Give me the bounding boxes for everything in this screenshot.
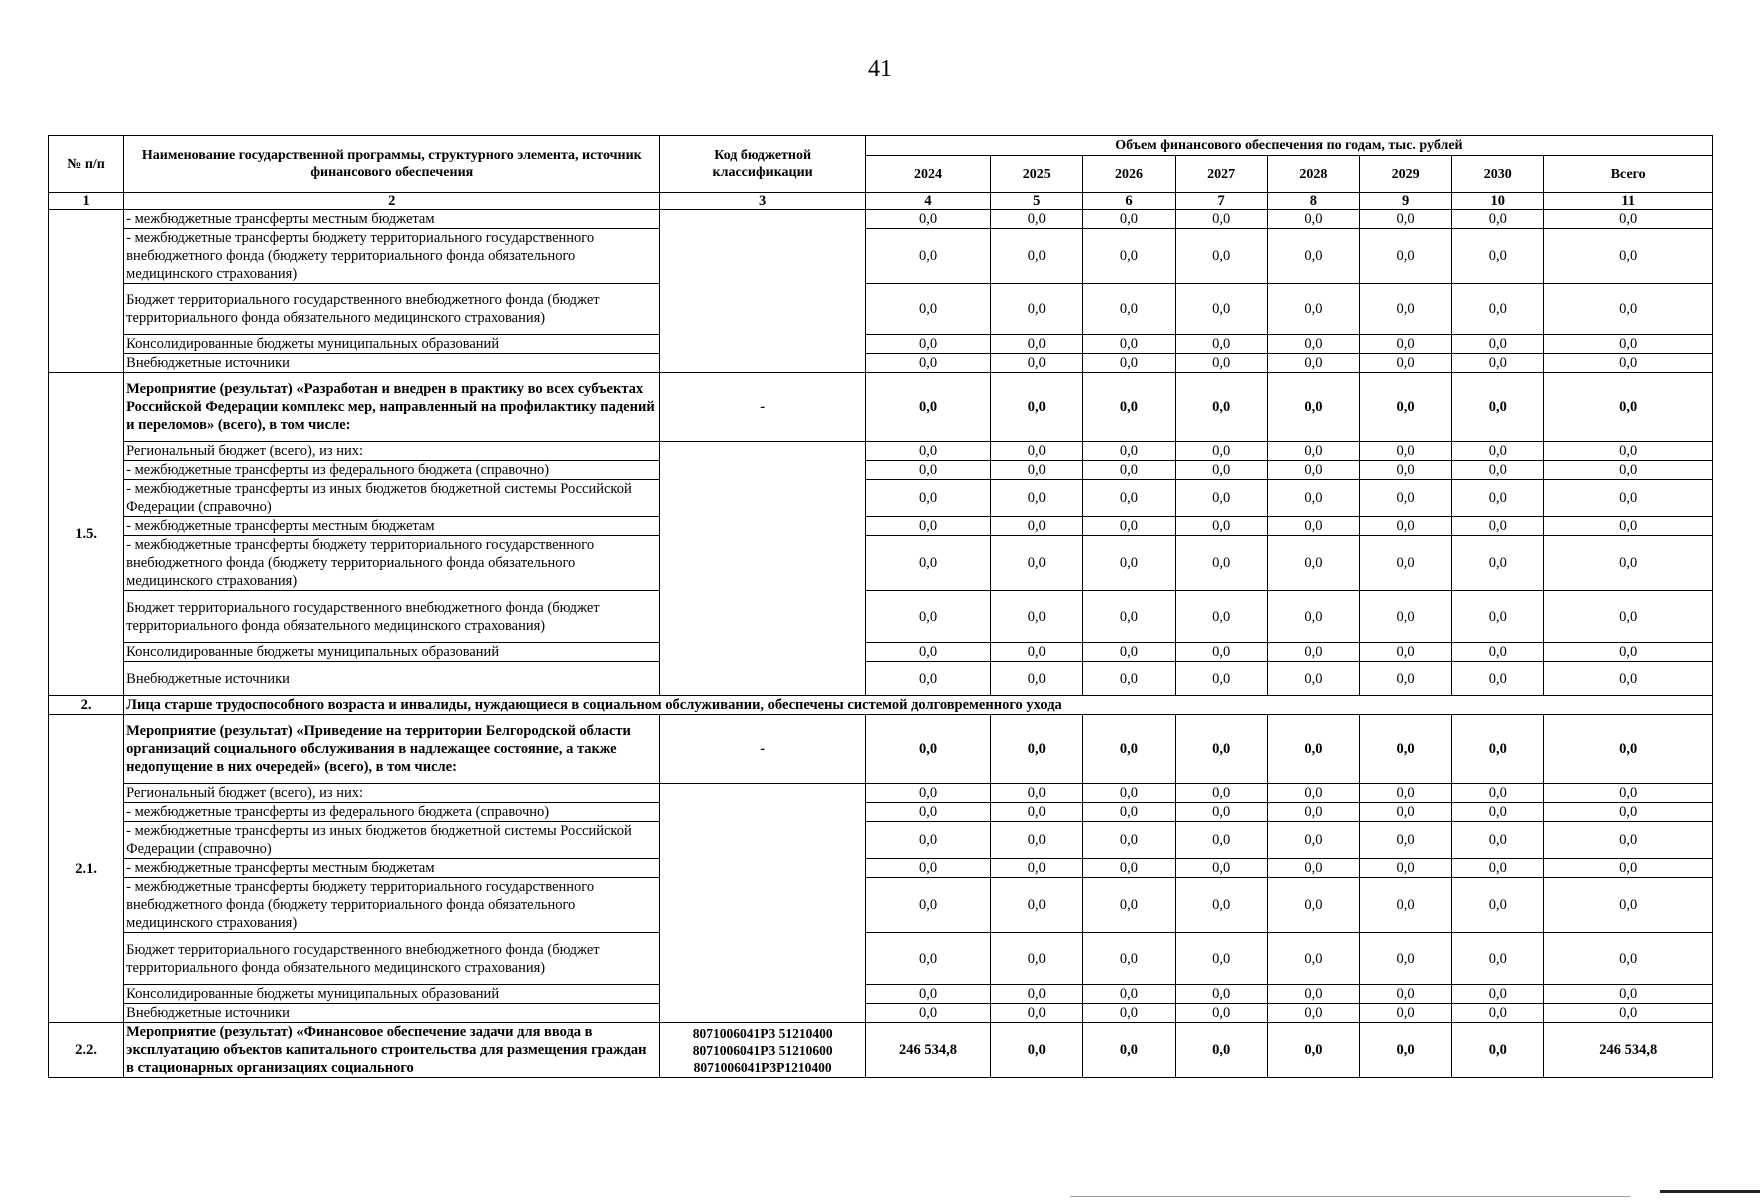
value-cell: 0,0 xyxy=(1359,229,1451,284)
value-cell: 0,0 xyxy=(1544,803,1713,822)
value-cell: 0,0 xyxy=(1267,878,1359,933)
item-title: Мероприятие (результат) «Финансовое обеспечение задачи для ввода в эксплуатацию объектов капитального строительства для размещения граждан в стационарных организациях социального xyxy=(124,1023,660,1078)
value-cell: 0,0 xyxy=(1175,536,1267,591)
scan-artifact-line xyxy=(1660,1190,1760,1193)
value-cell: 0,0 xyxy=(1359,210,1451,229)
value-cell: 0,0 xyxy=(1452,662,1544,696)
table-row xyxy=(49,878,1713,933)
value-cell: 0,0 xyxy=(1544,643,1713,662)
value-cell: 0,0 xyxy=(1452,859,1544,878)
value-cell: 0,0 xyxy=(865,878,990,933)
value-cell: 0,0 xyxy=(1267,373,1359,442)
row-number-empty xyxy=(49,210,124,373)
row-name: Внебюджетные источники xyxy=(124,1004,660,1023)
value-cell: 0,0 xyxy=(1083,480,1175,517)
value-cell: 0,0 xyxy=(1452,985,1544,1004)
value-cell: 0,0 xyxy=(1359,373,1451,442)
value-cell: 0,0 xyxy=(865,822,990,859)
value-cell: 0,0 xyxy=(1083,373,1175,442)
value-cell: 0,0 xyxy=(1452,373,1544,442)
table-body xyxy=(49,210,1713,1078)
value-cell: 0,0 xyxy=(1267,1023,1359,1078)
header-code: Код бюджетной классификации xyxy=(660,136,865,193)
value-cell: 0,0 xyxy=(1083,229,1175,284)
value-cell: 0,0 xyxy=(1544,662,1713,696)
row-name: Региональный бюджет (всего), из них: xyxy=(124,442,660,461)
value-cell: 0,0 xyxy=(991,803,1083,822)
column-number: 4 xyxy=(865,193,990,210)
value-cell: 0,0 xyxy=(1544,985,1713,1004)
value-cell: 0,0 xyxy=(865,985,990,1004)
value-cell: 0,0 xyxy=(1267,442,1359,461)
value-cell: 0,0 xyxy=(1452,354,1544,373)
value-cell: 0,0 xyxy=(1175,933,1267,985)
value-cell: 0,0 xyxy=(991,933,1083,985)
value-cell: 0,0 xyxy=(1452,715,1544,784)
value-cell: 0,0 xyxy=(991,536,1083,591)
row-name: - межбюджетные трансферты местным бюджетам xyxy=(124,210,660,229)
value-cell: 0,0 xyxy=(991,229,1083,284)
value-cell: 0,0 xyxy=(1544,822,1713,859)
section-number: 2. xyxy=(49,696,124,715)
value-cell: 0,0 xyxy=(1083,985,1175,1004)
value-cell: 0,0 xyxy=(1544,517,1713,536)
value-cell: 0,0 xyxy=(1083,1023,1175,1078)
value-cell: 0,0 xyxy=(1175,480,1267,517)
item-codes xyxy=(660,1023,865,1078)
row-name: - межбюджетные трансферты бюджету территориального государственного внебюджетного фонда (бюджету территориального фонда обязательного медицинского страхования) xyxy=(124,536,660,591)
table-row xyxy=(49,1004,1713,1023)
value-cell: 0,0 xyxy=(1452,1004,1544,1023)
table-row xyxy=(49,822,1713,859)
table-header xyxy=(49,136,1713,210)
value-cell: 0,0 xyxy=(1267,662,1359,696)
value-cell: 0,0 xyxy=(1267,784,1359,803)
value-cell: 0,0 xyxy=(865,229,990,284)
value-cell: 0,0 xyxy=(865,517,990,536)
value-cell: 0,0 xyxy=(1083,662,1175,696)
table-row xyxy=(49,229,1713,284)
value-cell: 0,0 xyxy=(991,335,1083,354)
value-cell: 0,0 xyxy=(1083,715,1175,784)
value-cell: 0,0 xyxy=(865,461,990,480)
item-title: Мероприятие (результат) «Разработан и внедрен в практику во всех субъектах Российской Федерации комплекс мер, направленный на профилактику падений и переломов» (всего), в том числе: xyxy=(124,373,660,442)
value-cell: 0,0 xyxy=(1452,229,1544,284)
value-cell: 0,0 xyxy=(1544,1004,1713,1023)
value-cell: 0,0 xyxy=(1175,210,1267,229)
value-cell: 0,0 xyxy=(1359,859,1451,878)
table-row xyxy=(49,354,1713,373)
value-cell: 0,0 xyxy=(991,662,1083,696)
value-cell: 0,0 xyxy=(1175,229,1267,284)
value-cell: 0,0 xyxy=(1267,517,1359,536)
value-cell: 0,0 xyxy=(1452,591,1544,643)
column-number: 6 xyxy=(1083,193,1175,210)
value-cell: 0,0 xyxy=(991,822,1083,859)
value-cell: 0,0 xyxy=(865,335,990,354)
value-cell: 0,0 xyxy=(1359,784,1451,803)
header-year: 2024 xyxy=(865,156,990,193)
budget-code: 8071006041P3 51210400 xyxy=(692,1025,833,1041)
value-cell: 0,0 xyxy=(1452,461,1544,480)
financing-table xyxy=(48,135,1713,1078)
table-row xyxy=(49,536,1713,591)
value-cell: 0,0 xyxy=(1359,715,1451,784)
value-cell: 0,0 xyxy=(865,803,990,822)
value-cell: 0,0 xyxy=(1544,591,1713,643)
value-cell: 0,0 xyxy=(1359,1023,1451,1078)
value-cell: 0,0 xyxy=(991,715,1083,784)
value-cell: 0,0 xyxy=(1175,461,1267,480)
value-cell: 0,0 xyxy=(1175,715,1267,784)
value-cell: 0,0 xyxy=(1452,1023,1544,1078)
value-cell: 0,0 xyxy=(865,715,990,784)
row-name: - межбюджетные трансферты из федерального бюджета (справочно) xyxy=(124,461,660,480)
column-number: 10 xyxy=(1452,193,1544,210)
value-cell: 0,0 xyxy=(1544,784,1713,803)
value-cell: 0,0 xyxy=(865,591,990,643)
column-number: 8 xyxy=(1267,193,1359,210)
value-cell: 0,0 xyxy=(865,1004,990,1023)
value-cell: 0,0 xyxy=(1267,461,1359,480)
value-cell: 0,0 xyxy=(991,480,1083,517)
table-row xyxy=(49,210,1713,229)
value-cell: 0,0 xyxy=(1267,859,1359,878)
row-name: - межбюджетные трансферты бюджету территориального государственного внебюджетного фонда (бюджету территориального фонда обязательного медицинского страхования) xyxy=(124,878,660,933)
value-cell: 0,0 xyxy=(1359,643,1451,662)
value-cell: 0,0 xyxy=(865,536,990,591)
header-volume-group: Объем финансового обеспечения по годам, тыс. рублей xyxy=(865,136,1712,156)
value-cell: 0,0 xyxy=(1359,662,1451,696)
value-cell: 0,0 xyxy=(1452,643,1544,662)
header-year: 2025 xyxy=(991,156,1083,193)
value-cell: 0,0 xyxy=(1359,536,1451,591)
value-cell: 0,0 xyxy=(1083,210,1175,229)
value-cell: 246 534,8 xyxy=(865,1023,990,1078)
value-cell: 0,0 xyxy=(1175,662,1267,696)
value-cell: 0,0 xyxy=(865,284,990,335)
column-number: 3 xyxy=(660,193,865,210)
table-row xyxy=(49,373,1713,442)
column-number: 1 xyxy=(49,193,124,210)
table-row xyxy=(49,643,1713,662)
value-cell: 0,0 xyxy=(991,1023,1083,1078)
value-cell: 0,0 xyxy=(1267,210,1359,229)
value-cell: 0,0 xyxy=(1175,1023,1267,1078)
value-cell: 0,0 xyxy=(1544,859,1713,878)
value-cell: 0,0 xyxy=(1359,822,1451,859)
value-cell: 0,0 xyxy=(1359,284,1451,335)
value-cell: 0,0 xyxy=(1359,933,1451,985)
value-cell: 0,0 xyxy=(1267,803,1359,822)
row-name: - межбюджетные трансферты местным бюджетам xyxy=(124,859,660,878)
value-cell: 0,0 xyxy=(1452,803,1544,822)
row-name: Бюджет территориального государственного внебюджетного фонда (бюджет территориального фонда обязательного медицинского страхования) xyxy=(124,933,660,985)
table-row xyxy=(49,480,1713,517)
header-year: 2028 xyxy=(1267,156,1359,193)
row-number: 2.2. xyxy=(49,1023,124,1078)
value-cell: 0,0 xyxy=(991,784,1083,803)
value-cell: 0,0 xyxy=(1452,284,1544,335)
table-row xyxy=(49,859,1713,878)
value-cell: 0,0 xyxy=(1267,354,1359,373)
value-cell: 0,0 xyxy=(1083,536,1175,591)
value-cell: 0,0 xyxy=(1267,643,1359,662)
value-cell: 0,0 xyxy=(1083,442,1175,461)
value-cell: 0,0 xyxy=(1544,480,1713,517)
value-cell: 0,0 xyxy=(865,442,990,461)
value-cell: 0,0 xyxy=(1175,335,1267,354)
row-name: Региональный бюджет (всего), из них: xyxy=(124,784,660,803)
value-cell: 0,0 xyxy=(865,480,990,517)
column-number: 7 xyxy=(1175,193,1267,210)
value-cell: 0,0 xyxy=(1083,933,1175,985)
value-cell: 0,0 xyxy=(1359,480,1451,517)
value-cell: 0,0 xyxy=(1359,1004,1451,1023)
value-cell: 0,0 xyxy=(1175,591,1267,643)
table-row xyxy=(49,284,1713,335)
table-row xyxy=(49,442,1713,461)
value-cell: 0,0 xyxy=(1175,354,1267,373)
value-cell: 0,0 xyxy=(991,643,1083,662)
value-cell: 0,0 xyxy=(1083,784,1175,803)
table-row xyxy=(49,335,1713,354)
table-row xyxy=(49,1023,1713,1078)
row-name: - межбюджетные трансферты из иных бюджетов бюджетной системы Российской Федерации (справочно) xyxy=(124,822,660,859)
value-cell: 0,0 xyxy=(1175,643,1267,662)
value-cell: 0,0 xyxy=(1452,933,1544,985)
budget-code: 8071006041P3P1210400 xyxy=(693,1059,832,1075)
value-cell: 0,0 xyxy=(1267,985,1359,1004)
value-cell: 0,0 xyxy=(1175,784,1267,803)
value-cell: 0,0 xyxy=(1544,536,1713,591)
item-code: - xyxy=(660,715,865,784)
value-cell: 0,0 xyxy=(991,461,1083,480)
value-cell: 0,0 xyxy=(1544,284,1713,335)
header-year: 2026 xyxy=(1083,156,1175,193)
page-number: 41 xyxy=(868,56,892,82)
value-cell: 0,0 xyxy=(1175,442,1267,461)
value-cell: 0,0 xyxy=(1083,859,1175,878)
value-cell: 0,0 xyxy=(1452,536,1544,591)
value-cell: 0,0 xyxy=(991,517,1083,536)
value-cell: 0,0 xyxy=(1544,442,1713,461)
table-row xyxy=(49,517,1713,536)
row-name: Внебюджетные источники xyxy=(124,662,660,696)
value-cell: 0,0 xyxy=(1452,517,1544,536)
value-cell: 0,0 xyxy=(1544,210,1713,229)
table-row xyxy=(49,803,1713,822)
value-cell: 0,0 xyxy=(1083,1004,1175,1023)
value-cell: 0,0 xyxy=(1267,284,1359,335)
value-cell: 0,0 xyxy=(1452,784,1544,803)
value-cell: 0,0 xyxy=(1544,335,1713,354)
value-cell: 246 534,8 xyxy=(1544,1023,1713,1078)
value-cell: 0,0 xyxy=(1175,373,1267,442)
header-year: 2029 xyxy=(1359,156,1451,193)
value-cell: 0,0 xyxy=(1452,878,1544,933)
value-cell: 0,0 xyxy=(1452,335,1544,354)
row-name: Бюджет территориального государственного внебюджетного фонда (бюджет территориального фонда обязательного медицинского страхования) xyxy=(124,591,660,643)
row-name: Внебюджетные источники xyxy=(124,354,660,373)
section-row xyxy=(49,696,1713,715)
value-cell: 0,0 xyxy=(1083,517,1175,536)
value-cell: 0,0 xyxy=(1452,822,1544,859)
row-code-empty xyxy=(660,784,865,1023)
table-row xyxy=(49,784,1713,803)
column-number: 9 xyxy=(1359,193,1451,210)
value-cell: 0,0 xyxy=(1359,335,1451,354)
value-cell: 0,0 xyxy=(1544,229,1713,284)
value-cell: 0,0 xyxy=(1083,878,1175,933)
value-cell: 0,0 xyxy=(1544,373,1713,442)
value-cell: 0,0 xyxy=(1175,517,1267,536)
value-cell: 0,0 xyxy=(865,933,990,985)
value-cell: 0,0 xyxy=(1083,803,1175,822)
row-number: 1.5. xyxy=(49,373,124,696)
value-cell: 0,0 xyxy=(1267,1004,1359,1023)
budget-code: 8071006041P3 51210600 xyxy=(692,1042,833,1058)
header-year: 2030 xyxy=(1452,156,1544,193)
value-cell: 0,0 xyxy=(991,859,1083,878)
row-name: - межбюджетные трансферты из иных бюджетов бюджетной системы Российской Федерации (справочно) xyxy=(124,480,660,517)
value-cell: 0,0 xyxy=(1359,461,1451,480)
value-cell: 0,0 xyxy=(1083,354,1175,373)
value-cell: 0,0 xyxy=(865,784,990,803)
value-cell: 0,0 xyxy=(1359,442,1451,461)
column-number: 5 xyxy=(991,193,1083,210)
row-name: - межбюджетные трансферты местным бюджетам xyxy=(124,517,660,536)
value-cell: 0,0 xyxy=(991,591,1083,643)
value-cell: 0,0 xyxy=(1267,591,1359,643)
value-cell: 0,0 xyxy=(1175,284,1267,335)
row-number: 2.1. xyxy=(49,715,124,1023)
item-code: - xyxy=(660,373,865,442)
value-cell: 0,0 xyxy=(991,985,1083,1004)
value-cell: 0,0 xyxy=(991,878,1083,933)
value-cell: 0,0 xyxy=(1359,985,1451,1004)
value-cell: 0,0 xyxy=(865,662,990,696)
value-cell: 0,0 xyxy=(1359,517,1451,536)
row-name: Консолидированные бюджеты муниципальных образований xyxy=(124,985,660,1004)
value-cell: 0,0 xyxy=(1175,822,1267,859)
value-cell: 0,0 xyxy=(1544,354,1713,373)
row-code-empty xyxy=(660,442,865,696)
value-cell: 0,0 xyxy=(1267,229,1359,284)
value-cell: 0,0 xyxy=(1359,354,1451,373)
value-cell: 0,0 xyxy=(991,373,1083,442)
value-cell: 0,0 xyxy=(1175,878,1267,933)
value-cell: 0,0 xyxy=(865,354,990,373)
scan-artifact-line xyxy=(1070,1196,1630,1197)
value-cell: 0,0 xyxy=(1175,803,1267,822)
value-cell: 0,0 xyxy=(1175,985,1267,1004)
value-cell: 0,0 xyxy=(1544,461,1713,480)
header-year: 2027 xyxy=(1175,156,1267,193)
value-cell: 0,0 xyxy=(1267,715,1359,784)
value-cell: 0,0 xyxy=(1452,210,1544,229)
value-cell: 0,0 xyxy=(1267,933,1359,985)
table-row xyxy=(49,933,1713,985)
column-number: 2 xyxy=(124,193,660,210)
row-name: - межбюджетные трансферты бюджету территориального государственного внебюджетного фонда (бюджету территориального фонда обязательного медицинского страхования) xyxy=(124,229,660,284)
header-year: Всего xyxy=(1544,156,1713,193)
value-cell: 0,0 xyxy=(1175,859,1267,878)
value-cell: 0,0 xyxy=(1083,461,1175,480)
table-row xyxy=(49,662,1713,696)
value-cell: 0,0 xyxy=(991,354,1083,373)
value-cell: 0,0 xyxy=(1267,822,1359,859)
row-code-empty xyxy=(660,210,865,373)
value-cell: 0,0 xyxy=(1359,803,1451,822)
header-name: Наименование государственной программы, структурного элемента, источник финансового обеспечения xyxy=(124,136,660,193)
value-cell: 0,0 xyxy=(1452,480,1544,517)
value-cell: 0,0 xyxy=(1267,335,1359,354)
value-cell: 0,0 xyxy=(865,643,990,662)
row-name: Консолидированные бюджеты муниципальных образований xyxy=(124,335,660,354)
value-cell: 0,0 xyxy=(991,1004,1083,1023)
value-cell: 0,0 xyxy=(1267,536,1359,591)
value-cell: 0,0 xyxy=(1359,878,1451,933)
value-cell: 0,0 xyxy=(865,859,990,878)
section-title: Лица старше трудоспособного возраста и инвалиды, нуждающиеся в социальном обслуживании, обеспечены системой долговременного ухода xyxy=(124,696,1713,715)
value-cell: 0,0 xyxy=(1544,878,1713,933)
table-row xyxy=(49,591,1713,643)
item-title: Мероприятие (результат) «Приведение на территории Белгородской области организаций социального обслуживания в надлежащее состояние, а также недопущение в них очередей» (всего), в том числе: xyxy=(124,715,660,784)
row-name: Консолидированные бюджеты муниципальных образований xyxy=(124,643,660,662)
value-cell: 0,0 xyxy=(991,210,1083,229)
table-row xyxy=(49,985,1713,1004)
value-cell: 0,0 xyxy=(1544,933,1713,985)
value-cell: 0,0 xyxy=(1083,591,1175,643)
value-cell: 0,0 xyxy=(1083,335,1175,354)
value-cell: 0,0 xyxy=(1083,822,1175,859)
value-cell: 0,0 xyxy=(1544,715,1713,784)
value-cell: 0,0 xyxy=(1452,442,1544,461)
value-cell: 0,0 xyxy=(1175,1004,1267,1023)
value-cell: 0,0 xyxy=(865,373,990,442)
column-number: 11 xyxy=(1544,193,1713,210)
value-cell: 0,0 xyxy=(1359,591,1451,643)
value-cell: 0,0 xyxy=(991,284,1083,335)
table-row xyxy=(49,715,1713,784)
table-row xyxy=(49,461,1713,480)
row-name: Бюджет территориального государственного внебюджетного фонда (бюджет территориального фонда обязательного медицинского страхования) xyxy=(124,284,660,335)
header-no: № п/п xyxy=(49,136,124,193)
value-cell: 0,0 xyxy=(991,442,1083,461)
row-name: - межбюджетные трансферты из федерального бюджета (справочно) xyxy=(124,803,660,822)
value-cell: 0,0 xyxy=(1083,284,1175,335)
value-cell: 0,0 xyxy=(865,210,990,229)
value-cell: 0,0 xyxy=(1267,480,1359,517)
value-cell: 0,0 xyxy=(1083,643,1175,662)
